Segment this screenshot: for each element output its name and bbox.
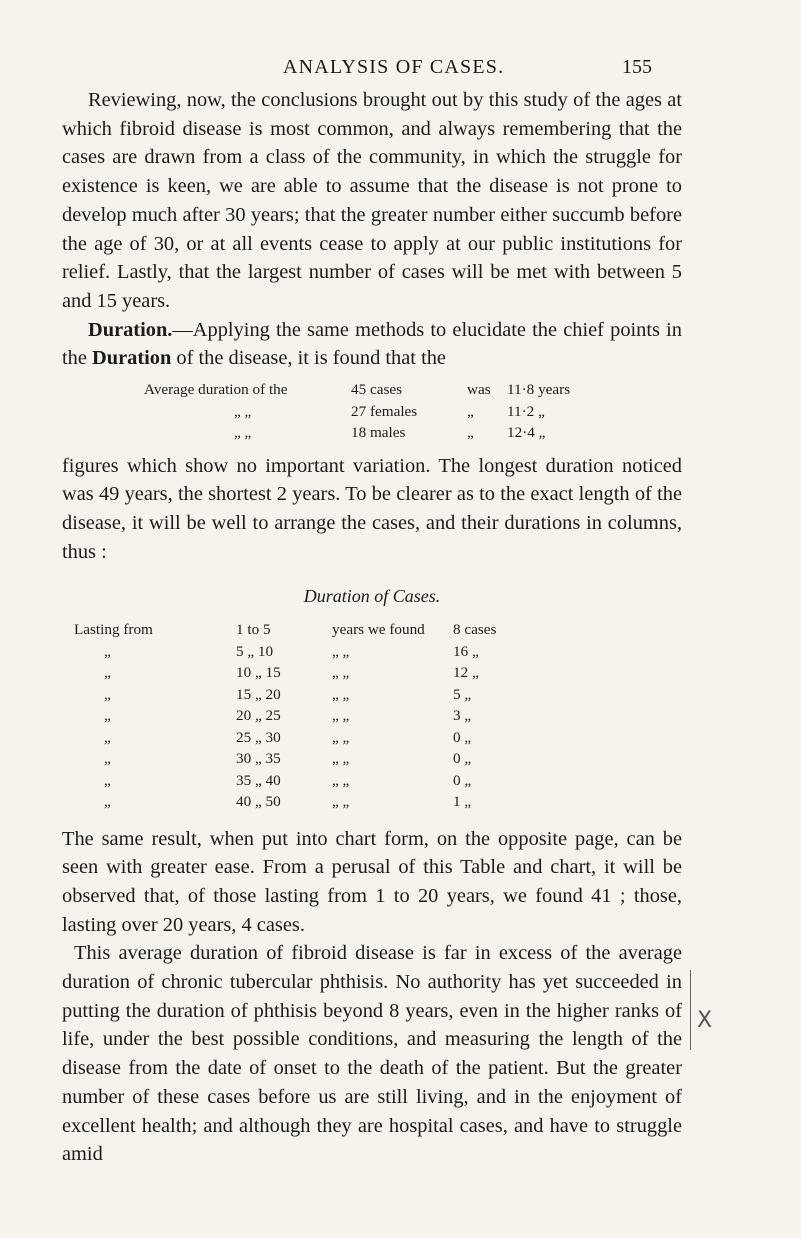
row-middle: „ „ xyxy=(332,664,350,682)
table-row xyxy=(62,641,682,663)
row-count: 5 „ xyxy=(453,685,472,703)
table-row xyxy=(62,727,682,749)
row-range: 35 „ 40 xyxy=(236,771,281,789)
table-row xyxy=(62,705,682,727)
row-range: 25 „ 30 xyxy=(236,728,281,746)
average-group: 27 females xyxy=(351,402,418,420)
row-middle: „ „ xyxy=(332,685,350,703)
row-range: 30 „ 35 xyxy=(236,750,281,768)
average-row xyxy=(62,379,682,401)
average-row xyxy=(62,422,682,444)
row-count: 16 „ xyxy=(453,642,479,660)
row-lead: Lasting from xyxy=(74,621,153,639)
paragraph-duration xyxy=(62,316,682,373)
row-range: 15 „ 20 xyxy=(236,685,281,703)
average-lead: Average duration of the xyxy=(144,381,288,399)
row-count: 12 „ xyxy=(453,664,479,682)
row-middle: „ „ xyxy=(332,728,350,746)
row-lead: „ xyxy=(104,728,111,746)
paragraph-figures: figures which show no important variation. The longest duration noticed was 49 years, the shortest 2 years. To be clearer as to the exact length of the disease, it will be well to arrange the cases, and their durations in columns, thus : xyxy=(62,454,682,563)
row-lead: „ xyxy=(104,793,111,811)
row-lead: „ xyxy=(104,750,111,768)
row-lead: „ xyxy=(104,664,111,682)
table-row xyxy=(62,770,682,792)
row-middle: „ „ xyxy=(332,707,350,725)
table-row xyxy=(62,748,682,770)
run-in-heading: Duration. xyxy=(88,318,173,341)
row-range: 40 „ 50 xyxy=(236,793,281,811)
row-range: 1 to 5 xyxy=(236,621,271,639)
average-group: 18 males xyxy=(351,424,406,442)
average-group: 45 cases xyxy=(351,381,403,399)
row-lead: „ xyxy=(104,707,111,725)
average-verb: „ xyxy=(467,402,474,420)
average-verb: was xyxy=(467,381,491,399)
row-count: 1 „ xyxy=(453,793,472,811)
table-row xyxy=(62,662,682,684)
duration-emphasis: Duration xyxy=(92,347,172,370)
body-text xyxy=(62,86,682,1169)
row-middle: „ „ xyxy=(332,642,350,660)
row-range: 10 „ 15 xyxy=(236,664,281,682)
row-count: 8 cases xyxy=(453,621,497,639)
average-value: 11·2 „ xyxy=(507,402,545,420)
row-range: 20 „ 25 xyxy=(236,707,281,725)
page-header xyxy=(0,56,801,86)
row-middle: years we found xyxy=(332,621,425,639)
row-count: 3 „ xyxy=(453,707,472,725)
paragraph-duration-text-a: —Applying the same methods to elucidate the chief points in the xyxy=(62,318,682,370)
row-middle: „ „ xyxy=(332,793,350,811)
average-lead: „ „ xyxy=(234,424,252,442)
row-range: 5 „ 10 xyxy=(236,642,274,660)
row-lead: „ xyxy=(104,771,111,789)
row-lead: „ xyxy=(104,685,111,703)
row-count: 0 „ xyxy=(453,750,472,768)
paragraph-phthisis: This average duration of fibroid disease is far in excess of the average duration of chronic tubercular phthisis. No authority has yet succeeded in putting the duration of phthisis beyond 8 years, even in the higher ranks of life, under the best possible conditions, and measuring the length of the disease from the date of onset to the death of the patient. But the greater number of these cases before us are still living, and in the enjoyment of excellent health; and although they are hospital cases, and have to struggle amid xyxy=(62,942,682,1166)
row-middle: „ „ xyxy=(332,771,350,789)
table-row xyxy=(62,791,682,813)
average-lead: „ „ xyxy=(234,402,252,420)
row-lead: „ xyxy=(104,642,111,660)
row-count: 0 „ xyxy=(453,771,472,789)
average-value: 11·8 years xyxy=(507,381,571,399)
paragraph-reviewing: Reviewing, now, the conclusions brought out by this study of the ages at which fibroid disease is most common, and always remembering that the cases are drawn from a class of the community, in which the struggle for existence is keen, we are able to assume that the disease is not prone to develop much after 30 years; that the greater number either succumb before the age of 30, or at all events cease to apply at our public institutions for relief. Lastly, that the largest number of cases will be met with between 5 and 15 years. xyxy=(62,89,682,312)
margin-annotation: X xyxy=(697,1008,713,1033)
row-count: 0 „ xyxy=(453,728,472,746)
paragraph-duration-text-b: of the disease, it is found that the xyxy=(171,347,446,370)
paragraph-chart-form: The same result, when put into chart form, on the opposite page, can be seen with greater ease. From a perusal of this Table and chart, it will be observed that, of those lasting from 1 to 20 years, we found 41 ; those, lasting over 20 years, 4 cases. xyxy=(62,827,682,936)
table-caption: Duration of Cases. xyxy=(303,586,441,607)
table-row xyxy=(62,619,682,641)
average-value: 12·4 „ xyxy=(507,424,546,442)
row-middle: „ „ xyxy=(332,750,350,768)
average-duration-block xyxy=(62,379,682,444)
average-verb: „ xyxy=(467,424,474,442)
running-title: ANALYSIS OF CASES. xyxy=(283,56,505,78)
average-row xyxy=(62,401,682,423)
page-number: 155 xyxy=(622,56,652,78)
table-row xyxy=(62,684,682,706)
margin-bracket xyxy=(690,970,694,1050)
duration-table xyxy=(62,619,682,813)
